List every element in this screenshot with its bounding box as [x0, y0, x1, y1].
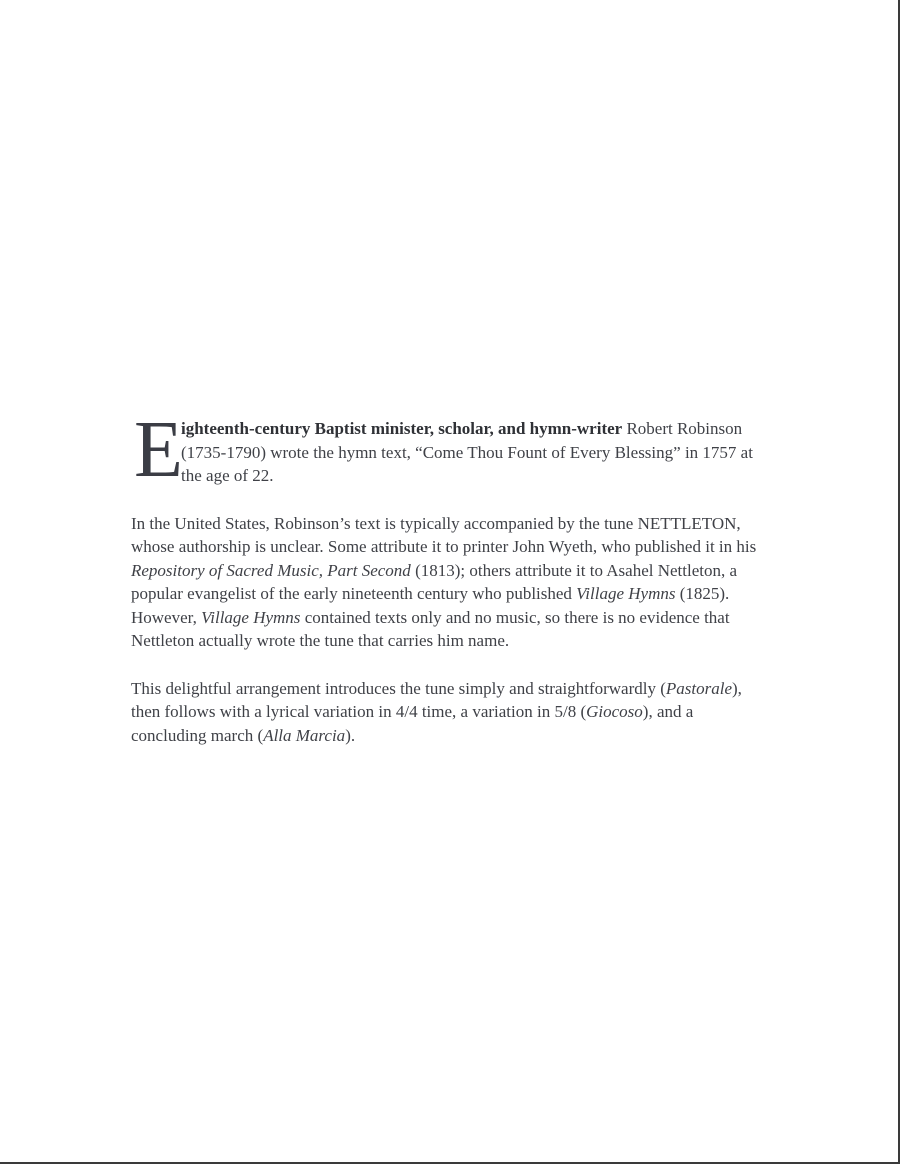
movement-pastorale: Pastorale [665, 678, 732, 698]
arrangement-text-4: ). [345, 725, 356, 745]
program-note [131, 406, 771, 771]
book-title-village-hymns-2: Village Hymns [201, 607, 301, 627]
drop-cap: E [134, 406, 183, 494]
arrangement-text-3: ), and a concluding march ( [131, 702, 694, 745]
book-title-repository: Repository of Sacred Music, Part Second [131, 560, 411, 580]
arrangement-paragraph [131, 677, 771, 748]
history-text-3: (1825). However, [131, 584, 730, 627]
movement-alla-marcia: Alla Marcia [263, 725, 346, 745]
intro-text: Robert Robinson (1735-1790) wrote the hymn text, “Come Thou Fount of Every Blessing” in 1757 at the age of 22. [181, 419, 753, 485]
history-text-1: In the United States, Robinson’s text is typically accompanied by the tune NETTLETON, whose authorship is unclear. Some attribute it to printer John Wyeth, who published it in his [131, 513, 757, 556]
arrangement-text-2: ), then follows with a lyrical variation in 4/4 time, a variation in 5/8 ( [131, 678, 742, 721]
history-paragraph [131, 512, 771, 653]
intro-bold-lead: ighteenth-century Baptist minister, scholar, and hymn-writer [181, 419, 623, 438]
intro-paragraph [131, 406, 771, 494]
movement-giocoso: Giocoso [586, 702, 643, 721]
arrangement-text-1: This delightful arrangement introduces the tune simply and straightforwardly ( [131, 678, 666, 698]
history-text-4: contained texts only and no music, so there is no evidence that Nettleton actually wrote the tune that carries him name. [131, 607, 730, 650]
history-text-2: (1813); others attribute it to Asahel Nettleton, a popular evangelist of the early nineteenth century who published [131, 560, 738, 603]
book-title-village-hymns: Village Hymns [576, 584, 676, 603]
